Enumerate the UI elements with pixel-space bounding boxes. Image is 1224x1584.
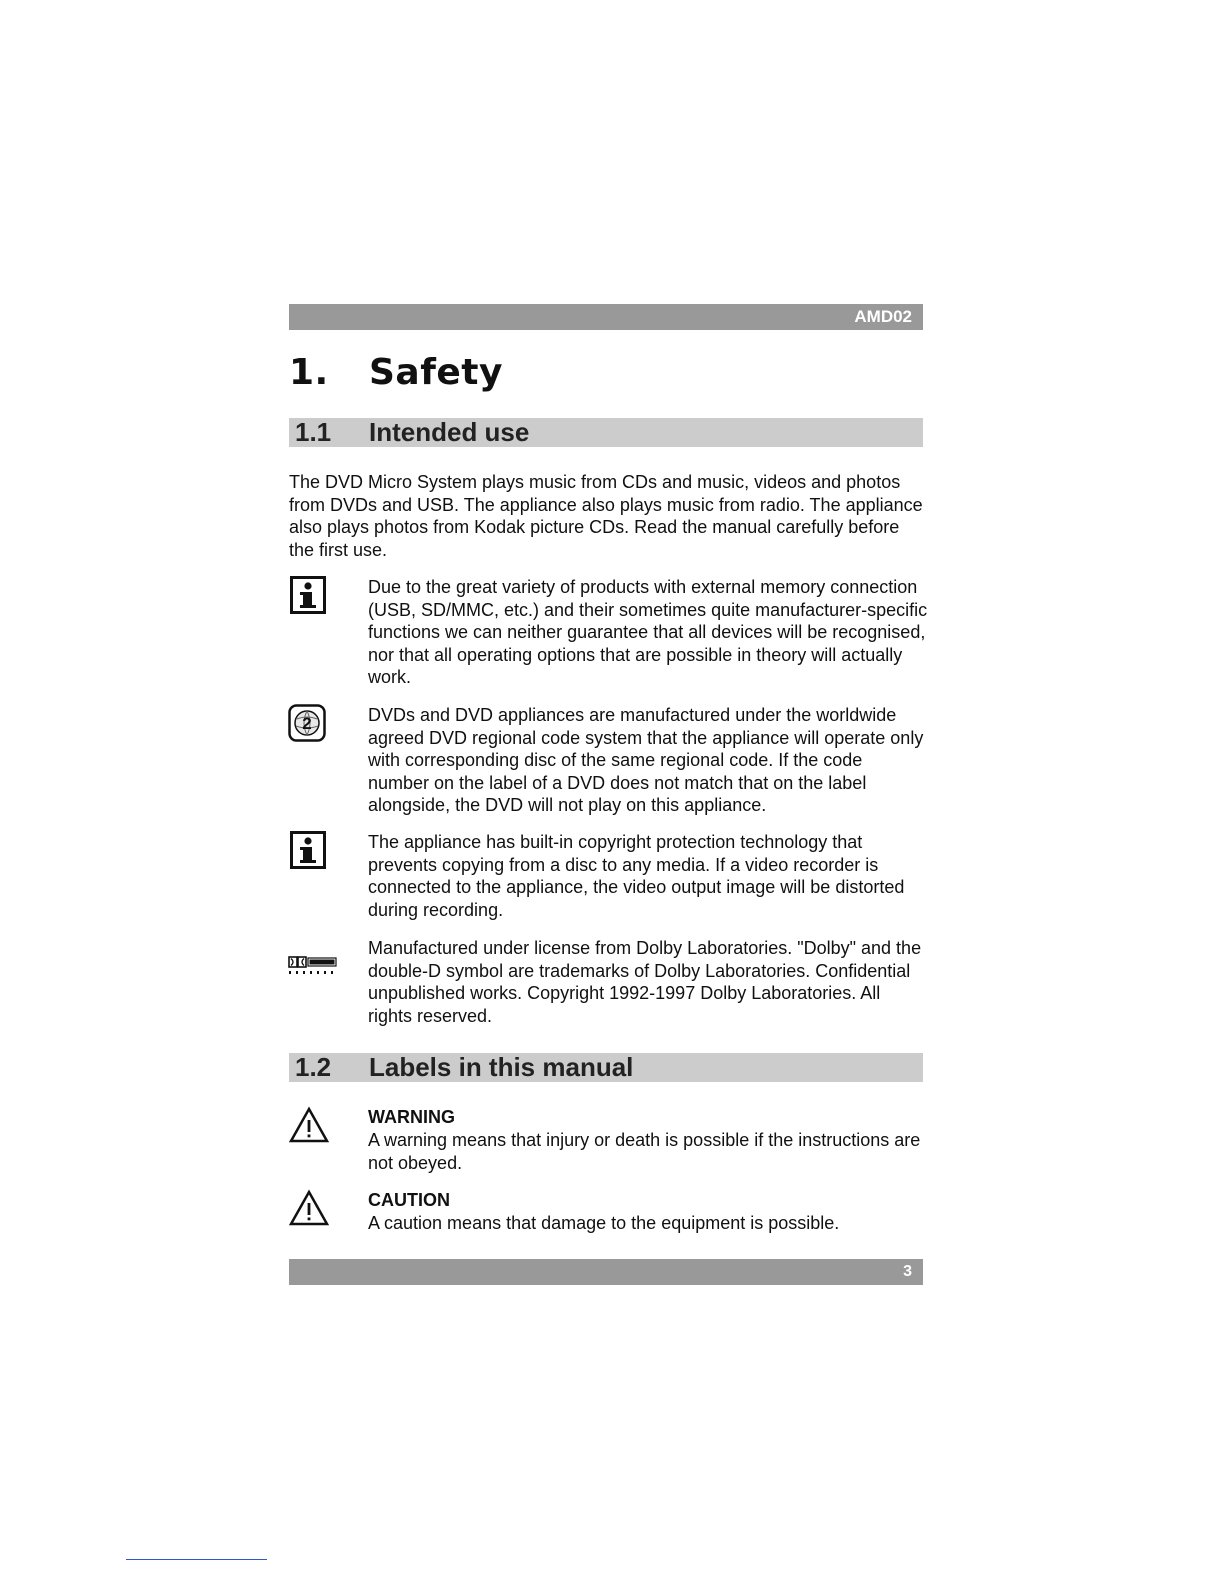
- note-text: DVDs and DVD appliances are manufactured under the worldwide agreed DVD regional code system that the appliance will operate only with corresponding disc of the same regional code. If the code number on the label of a DVD does not match that on the label alongside, the DVD will not play on this appliance.: [368, 705, 924, 815]
- note-text: Due to the great variety of products with external memory connection (USB, SD/MMC, etc.) and their sometimes quite manufacturer-specific functions we can neither guarantee that all devices will be recognised, nor that all operating options that are possible in theory will actually work.: [368, 577, 928, 687]
- note-text: Manufactured under license from Dolby Laboratories. "Dolby" and the double-D symbol are trademarks of Dolby Laboratories. Confidential unpublished works. Copyright 1992-1997 Dolby Laboratories. All rights reserved.: [368, 938, 922, 1026]
- section-title: Intended use: [369, 417, 530, 447]
- chapter-number: 1.: [289, 352, 329, 393]
- footnote-rule: [126, 1559, 267, 1560]
- label-caution-text: A caution means that damage to the equipment is possible.: [368, 1213, 840, 1233]
- model-code: AMD02: [854, 307, 912, 326]
- label-warning-title: WARNING: [368, 1107, 455, 1127]
- section-heading-intended-use: [289, 418, 923, 447]
- section-number: 1.2: [295, 1052, 332, 1082]
- region-code-2-icon: [288, 704, 326, 747]
- dolby-digital-logo: [288, 956, 338, 981]
- footer-bar: [289, 1259, 923, 1285]
- chapter-title: Safety: [369, 352, 503, 393]
- warning-triangle-icon: [288, 1106, 330, 1149]
- info-icon: [290, 576, 326, 619]
- note-text: The appliance has built-in copyright protection technology that prevents copying from a disc to any media. If a video recorder is connected to the appliance, the video output image will be distorted during recording.: [368, 832, 905, 920]
- section-number: 1.1: [295, 417, 332, 447]
- section-heading-labels: [289, 1053, 923, 1082]
- chapter-heading: [289, 352, 503, 393]
- label-caution-title: CAUTION: [368, 1190, 450, 1210]
- label-warning-text: A warning means that injury or death is possible if the instructions are not obeyed.: [368, 1130, 921, 1173]
- section-title: Labels in this manual: [369, 1052, 634, 1082]
- svg-text:2: 2: [302, 714, 312, 733]
- intro-paragraph: The DVD Micro System plays music from CDs and music, videos and photos from DVDs and USB. The appliance also plays music from radio. The appliance also plays photos from Kodak picture CDs. Read the manual carefully before the first use.: [289, 472, 923, 560]
- header-bar: [289, 304, 923, 330]
- page-number: 3: [903, 1263, 912, 1280]
- warning-triangle-icon: [288, 1189, 330, 1232]
- info-icon: [290, 831, 326, 874]
